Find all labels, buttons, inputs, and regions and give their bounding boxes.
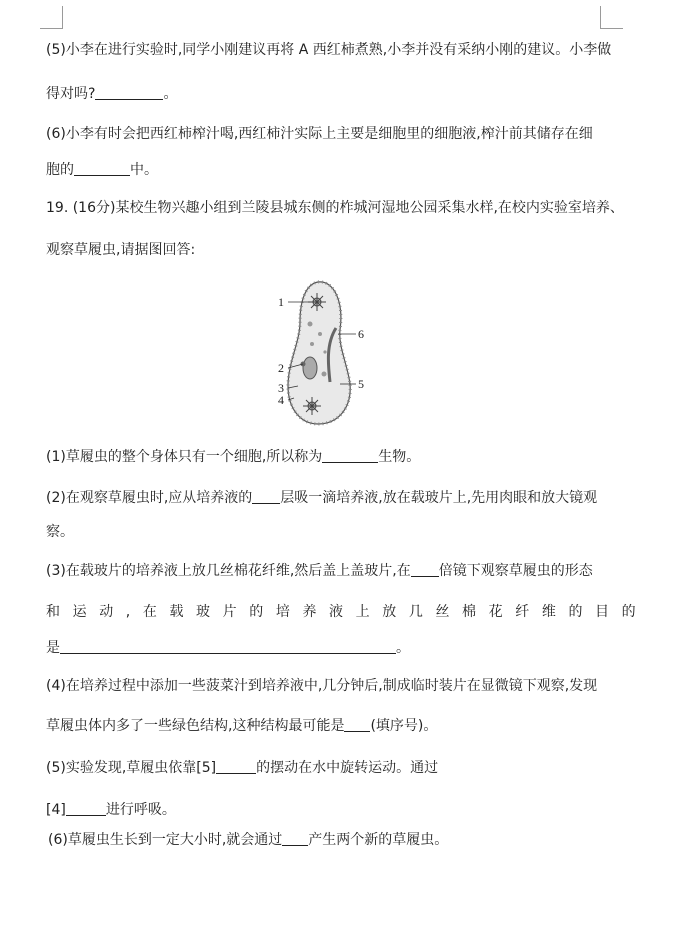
page-corner-mark-right (600, 6, 623, 29)
q19-3-text-end: 是 (46, 640, 60, 656)
macronucleus (303, 357, 317, 379)
q19-4-line2 (46, 716, 437, 736)
label-3: 3 (278, 381, 284, 395)
q19-4-text: 草履虫体内多了一些绿色结构,这种结构最可能是 (46, 718, 345, 734)
q19-6 (48, 830, 448, 850)
q19-4-end: (填序号)。 (370, 718, 438, 734)
paramecium-figure (270, 278, 380, 428)
answer-blank[interactable] (344, 717, 370, 732)
q18-6-line2 (46, 160, 158, 180)
q18-5-line2 (46, 84, 177, 104)
answer-blank[interactable] (74, 161, 130, 176)
q19-2-line2: 察。 (46, 524, 74, 540)
q19-5-line1 (46, 758, 438, 778)
food-vacuole (310, 342, 314, 346)
q18-6-end: 中。 (130, 162, 158, 178)
label-2: 2 (278, 361, 284, 375)
q19-5-end: 进行呼吸。 (105, 802, 176, 818)
q19-2-text-cont: 层吸一滴培养液,放在载玻片上,先用肉眼和放大镜观 (280, 490, 598, 506)
label-4: 4 (278, 393, 284, 407)
q19-5-text-cont: 的摆动在水中旋转运动。通过 (256, 760, 439, 776)
q19-3-text: (3)在载玻片的培养液上放几丝棉花纤维,然后盖上盖玻片,在 (46, 563, 411, 579)
q19-5-line2 (46, 800, 176, 820)
answer-blank[interactable] (66, 801, 106, 816)
q18-6-text: 胞的 (46, 162, 74, 178)
q19-3-line1 (46, 561, 593, 581)
food-vacuole (318, 332, 322, 336)
q19-2-line1 (46, 488, 597, 508)
q19-4-line1: (4)在培养过程中添加一些菠菜汁到培养液中,几分钟后,制成临时装片在显微镜下观察,发现 (46, 678, 598, 694)
q19-3-end: 。 (396, 640, 410, 656)
q19-6-text: (6)草履虫生长到一定大小时,就会通过 (48, 832, 283, 848)
answer-blank[interactable] (252, 489, 280, 504)
q19-1-text: (1)草履虫的整个身体只有一个细胞,所以称为 (46, 449, 323, 465)
answer-blank[interactable] (216, 759, 256, 774)
answer-blank[interactable] (60, 639, 396, 654)
label-1: 1 (278, 295, 284, 309)
food-vacuole (322, 372, 327, 377)
q19-6-end: 产生两个新的草履虫。 (308, 832, 449, 848)
q18-6-line1: (6)小李有时会把西红柿榨汁喝,西红柿汁实际上主要是细胞里的细胞液,榨汁前其储存在细 (46, 126, 593, 142)
q18-5-line1: (5)小李在进行实验时,同学小刚建议再将 A 西红柿煮熟,小李并没有采纳小刚的建议。小李做 (46, 42, 612, 58)
q18-5-end: 。 (163, 86, 178, 102)
q18-5-text: 得对吗? (46, 86, 96, 102)
q19-2-text: (2)在观察草履虫时,应从培养液的 (46, 490, 253, 506)
answer-blank[interactable] (95, 85, 163, 100)
food-vacuole (323, 350, 326, 353)
label-6: 6 (358, 327, 364, 341)
page-corner-mark-left (40, 6, 63, 29)
q19-1 (46, 447, 420, 467)
label-5: 5 (358, 377, 364, 391)
food-vacuole (308, 322, 313, 327)
q19-stem-line2: 观察草履虫,请据图回答: (46, 242, 196, 258)
q19-3-text-cont: 倍镜下观察草履虫的形态 (438, 563, 593, 579)
q19-5-text-2: [4] (46, 802, 66, 818)
q19-3-line2: 和运动,在载玻片的培养液上放几丝棉花纤维的目的 (46, 604, 649, 620)
answer-blank[interactable] (282, 831, 308, 846)
q19-stem-line1: 19. (16分)某校生物兴趣小组到兰陵县城东侧的柞城河湿地公园采集水样,在校内实验室培养、 (46, 200, 624, 216)
q19-3-line3 (46, 638, 410, 658)
q19-5-text: (5)实验发现,草履虫依靠[5] (46, 760, 217, 776)
q19-1-end: 生物。 (378, 449, 421, 465)
answer-blank[interactable] (411, 562, 439, 577)
answer-blank[interactable] (322, 448, 378, 463)
